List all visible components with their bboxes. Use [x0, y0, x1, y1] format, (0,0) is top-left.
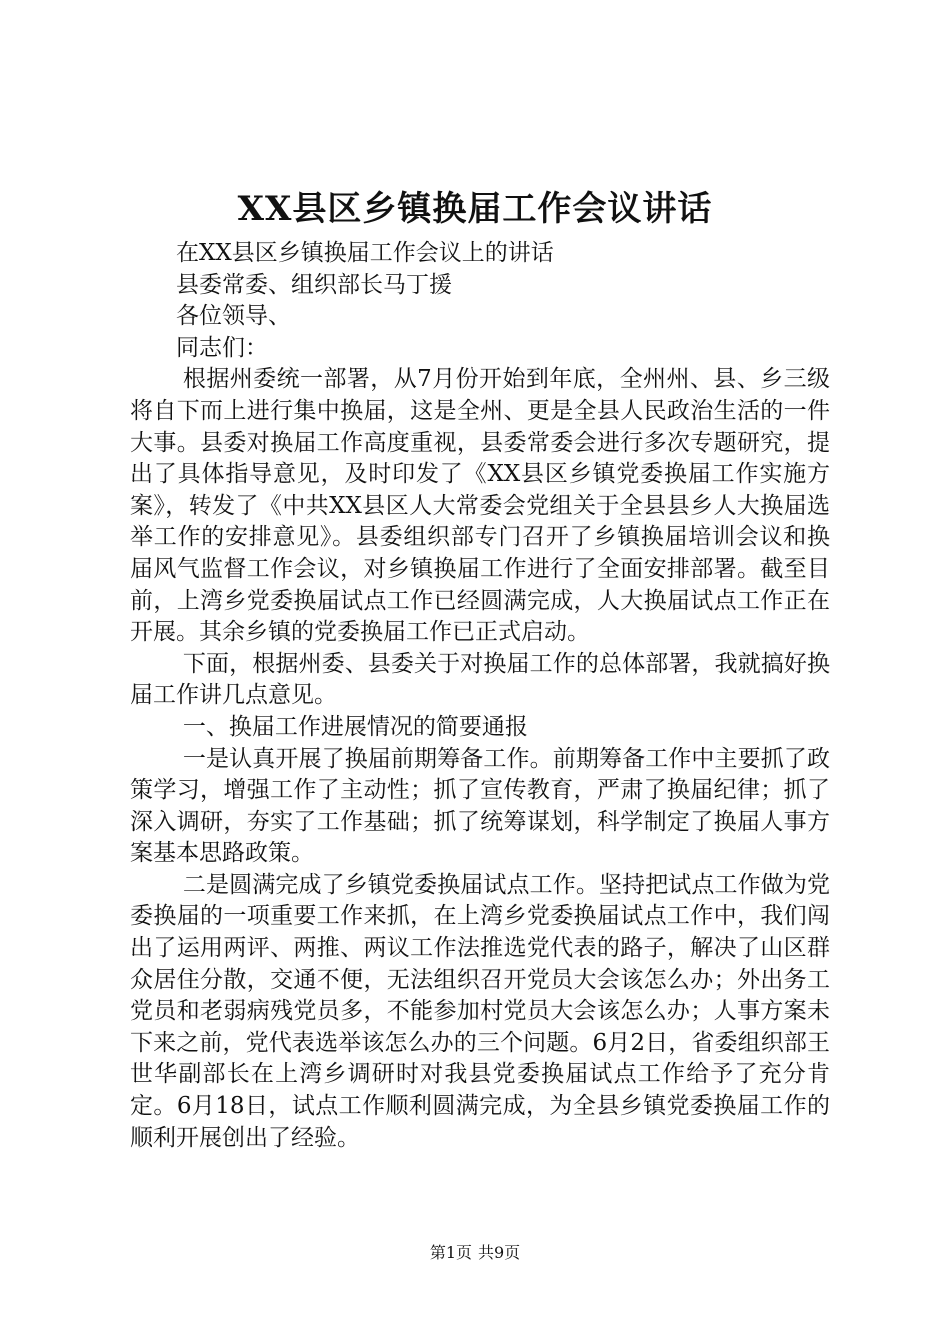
- body-paragraph: 根据州委统一部署，从7月份开始到年底，全州州、县、乡三级将自下而上进行集中换届，这是全州、更是全县人民政治生活的一件大事。县委对换届工作高度重视，县委常委会进行多次专题研究，提出了具体指导意见，及时印发了《XX县区乡镇党委换届工作实施方案》，转发了《中共XX县区人大常委会党组关于全县县乡人大换届选举工作的安排意见》。县委组织部专门召开了乡镇换届培训会议和换届风气监督工作会议，对乡镇换届工作进行了全面安排部署。截至目前，上湾乡党委换届试点工作已经圆满完成，人大换届试点工作正在开展。其余乡镇的党委换届工作已正式启动。: [130, 366, 830, 646]
- salutation-leaders: 各位领导、: [176, 303, 291, 330]
- body-paragraph: 二是圆满完成了乡镇党委换届试点工作。坚持把试点工作做为党委换届的一项重要工作来抓，在上湾乡党委换届试点工作中，我们闯出了运用两评、两推、两议工作法推选党代表的路子，解决了山区群众居住分散，交通不便，无法组织召开党员大会该怎么办；外出务工党员和老弱病残党员多，不能参加村党员大会该怎么办；人事方案未下来之前，党代表选举该怎么办的三个问题。6月2日，省委组织部王世华副部长在上湾乡调研时对我县党委换届试点工作给予了充分肯定。6月18日，试点工作顺利圆满完成，为全县乡镇党委换届工作的顺利开展创出了经验。: [130, 871, 830, 1151]
- body-paragraph: 一是认真开展了换届前期筹备工作。前期筹备工作中主要抓了政策学习，增强工作了主动性；抓了宣传教育，严肃了换届纪律；抓了深入调研，夯实了工作基础；抓了统筹谋划，科学制定了换届人事方案基本思路政策。: [130, 745, 830, 867]
- page-total: 共9页: [478, 1243, 521, 1262]
- body-paragraph: 下面，根据州委、县委关于对换届工作的总体部署，我就搞好换届工作讲几点意见。: [130, 650, 830, 709]
- speech-heading: 在XX县区乡镇换届工作会议上的讲话: [176, 240, 554, 266]
- salutation-comrades: 同志们：: [176, 334, 268, 361]
- document-body: [130, 238, 830, 1154]
- page-number: 第1页: [429, 1243, 472, 1262]
- page-footer: [0, 1242, 950, 1264]
- document-title: XX县区乡镇换届工作会议讲话: [237, 189, 713, 229]
- section-heading: 一、换届工作进展情况的简要通报: [182, 713, 528, 740]
- speaker-line: 县委常委、组织部长马丁援: [176, 271, 452, 298]
